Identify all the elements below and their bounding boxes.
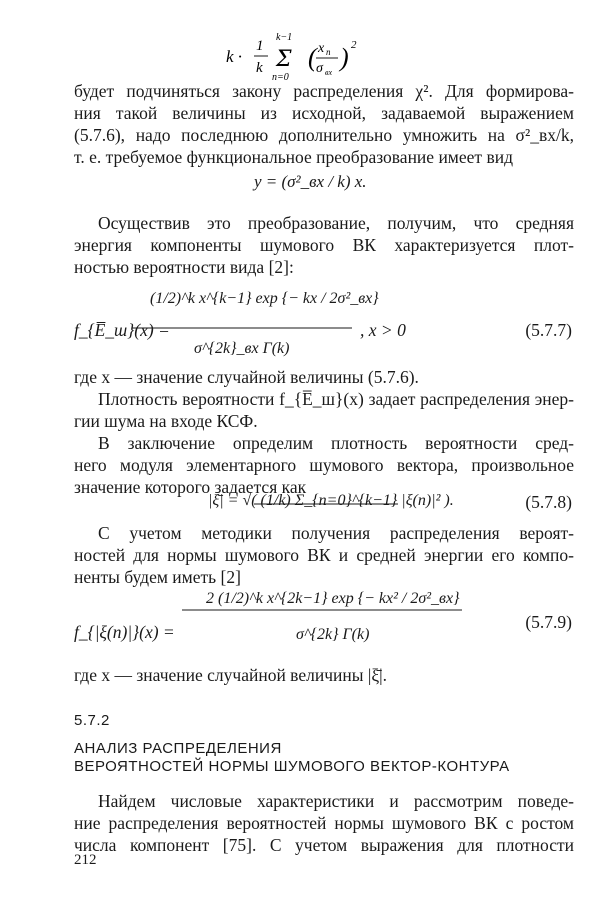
svg-text:(: ( [308,43,317,72]
text-line: ния такой величины из исходной, задаваемой выражением [74,103,574,123]
text-line: где x — значение случайной величины (5.7.6). [74,367,419,387]
text-line: ностей для нормы шумового ВК и средней энергии его компо- [74,545,574,565]
text-line: Осуществив это преобразование, получим, что средняя [98,213,574,233]
svg-text:x: x [318,41,325,56]
svg-text:2: 2 [351,39,357,51]
svg-text:k: k [256,60,263,76]
text-line: Найдем числовые характеристики и рассмотрим поведе- [98,791,574,811]
text-line: числа компонент [75]. С учетом выражения для плотности [74,835,574,855]
text-line: ние распределения вероятностей нормы шумового ВК с ростом [74,813,574,833]
text-line: значение которого задается как [74,477,307,497]
text-line: будет подчиняться закону распределения χ². Для формирова- [74,81,574,101]
eq-5-7-7-numerator: (1/2)^k x^{k−1} exp {− kx / 2σ²_вх} [150,290,379,307]
equation-number: (5.7.9) [525,612,572,632]
text-line: т. е. требуемое функциональное преобразование имеет вид [74,147,513,167]
svg-text:k−1: k−1 [276,32,293,43]
svg-text:): ) [340,43,349,72]
eq-5-7-7-lhs: f_{E̅_ш}(x) = [74,320,170,340]
equation-number: (5.7.7) [525,320,572,340]
eq-5-7-7-denominator: σ^{2k}_вх Γ(k) [194,340,290,357]
text-line: него модуля элементарного шумового вектора, произвольное [74,455,574,475]
eq-5-7-9-denominator: σ^{2k} Γ(k) [296,626,370,643]
eq-5-7-9-numerator: 2 (1/2)^k x^{2k−1} exp {− kx² / 2σ²_вх} [206,590,460,607]
text-line: В заключение определим плотность вероятности сред- [98,433,574,453]
text-line: гии шума на входе КСФ. [74,411,258,431]
svg-text:вх: вх [325,68,333,77]
text-line: ненты будем иметь [2] [74,567,241,587]
text-line: ностью вероятности вида [2]: [74,257,294,277]
text-line: где x — значение случайной величины |ξ̄|. [74,665,388,685]
section-title-line: ВЕРОЯТНОСТЕЙ НОРМЫ ШУМОВОГО ВЕКТОР-КОНТУРА [74,758,510,775]
svg-text:Σ: Σ [276,47,292,72]
svg-text:σ: σ [316,61,323,76]
equation-number: (5.7.8) [525,492,572,512]
page-number: 212 [74,852,97,868]
text-line: Плотность вероятности f_{E̅_ш}(x) задает распределения энер- [98,389,574,409]
section-number: 5.7.2 [74,712,110,729]
svg-text:n=0: n=0 [272,72,289,83]
text-line: С учетом методики получения распределения вероят- [98,523,574,543]
text-line: энергия компоненты шумового ВК характеризуется плот- [74,235,574,255]
eq-5-7-7-condition: , x > 0 [360,320,406,340]
eq-5-7-9-lhs: f_{|ξ(n)|}(x) = [74,622,175,642]
text-line: (5.7.6), надо последнюю дополнительно умножить на σ²_вх/k, [74,125,574,145]
eq-5-7-8-expr: |ξ̄| = √( (1/k) Σ_{n=0}^{k−1} |ξ(n)|² ). [208,492,454,509]
svg-text:n: n [326,47,331,57]
formula-transform: y = (σ²_вх / k) x. [254,172,367,191]
section-title-line: АНАЛИЗ РАСПРЕДЕЛЕНИЯ [74,740,282,757]
svg-text:1: 1 [256,38,264,54]
svg-text:k ·: k · [226,47,243,66]
